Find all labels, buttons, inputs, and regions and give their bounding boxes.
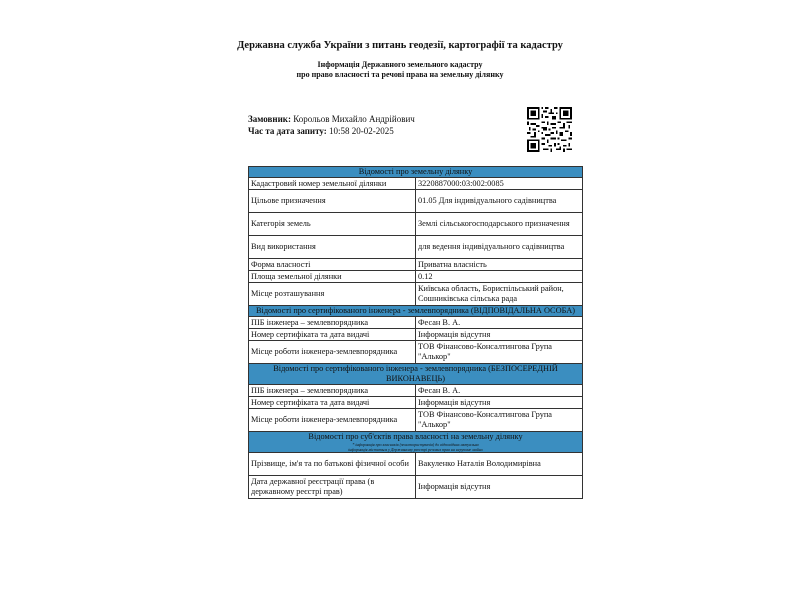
qr-code-icon [527, 107, 572, 152]
table-row [249, 271, 583, 283]
table-row [249, 213, 583, 236]
row-label: Кадастровий номер земельної ділянки [249, 178, 416, 190]
section-header-owners [249, 432, 583, 453]
section-header-engineer-responsible [249, 306, 583, 317]
table-row [249, 283, 583, 306]
section-title: Відомості про земельну ділянку [249, 167, 583, 178]
row-value: Фесан В. А. [416, 385, 583, 397]
customer-label: Замовник: [248, 114, 291, 124]
customer-line [248, 113, 415, 125]
row-value: Приватна власність [416, 259, 583, 271]
row-value: Фесан В. А. [416, 317, 583, 329]
row-label: Номер сертифіката та дата видачі [249, 397, 416, 409]
table-row [249, 236, 583, 259]
row-label: ПІБ інженера – землевпорядника [249, 317, 416, 329]
table-row [249, 329, 583, 341]
table-row [249, 317, 583, 329]
row-label: Місце роботи інженера-землевпорядника [249, 341, 416, 364]
table-row [249, 397, 583, 409]
customer-value: Корольов Михайло Андрійович [293, 114, 415, 124]
section-title: Відомості про сертифікованого інженера - землевпорядника (ВІДПОВІДАЛЬНА ОСОБА) [249, 306, 583, 317]
row-label: Прізвище, ім'я та по батькові фізичної особи [249, 453, 416, 476]
table-row [249, 190, 583, 213]
table-row [249, 453, 583, 476]
row-value: Інформація відсутня [416, 329, 583, 341]
row-label: Цільове призначення [249, 190, 416, 213]
row-value: Інформація відсутня [416, 397, 583, 409]
request-time-value: 10:58 20-02-2025 [329, 126, 394, 136]
row-value: 01.05 Для індивідуального садівництва [416, 190, 583, 213]
table-row [249, 476, 583, 499]
table-row [249, 259, 583, 271]
table-row [249, 178, 583, 190]
table-row [249, 385, 583, 397]
row-label: Дата державної реєстрації права (в державному реєстрі прав) [249, 476, 416, 499]
section-note-2: інформація міститься у Державному реєстрі речових прав на нерухоме майно [348, 447, 483, 452]
row-label: Форма власності [249, 259, 416, 271]
row-label: Номер сертифіката та дата видачі [249, 329, 416, 341]
row-label: Категорія земель [249, 213, 416, 236]
row-value: Вакуленко Наталія Володимирівна [416, 453, 583, 476]
document-subtitle [0, 60, 800, 80]
request-time-line [248, 125, 415, 137]
row-label: Місце роботи інженера-землевпорядника [249, 409, 416, 432]
row-label: Площа земельної ділянки [249, 271, 416, 283]
request-time-label: Час та дата запиту: [248, 126, 327, 136]
row-label: ПІБ інженера – землевпорядника [249, 385, 416, 397]
row-value: Київська область, Бориспільський район, Сошниківська сільська рада [416, 283, 583, 306]
row-value: 0.12 [416, 271, 583, 283]
section-title: Відомості про сертифікованого інженера - землевпорядника (БЕЗПОСЕРЕДНІЙ ВИКОНАВЕЦЬ) [249, 364, 583, 385]
section-owners-cell [249, 432, 583, 453]
section-note-1: * інформація про власників (землекористувачів) до відповідних актуальна [352, 442, 479, 447]
row-value: Землі сільськогосподарського призначення [416, 213, 583, 236]
row-value: 3220887000:03:002:0085 [416, 178, 583, 190]
section-title: Відомості про суб'єктів права власності на земельну ділянку [308, 432, 523, 441]
row-label: Вид використання [249, 236, 416, 259]
row-label: Місце розташування [249, 283, 416, 306]
row-value: ТОВ Фінансово-Консалтингова Група "Алькор" [416, 409, 583, 432]
table-row [249, 409, 583, 432]
row-value: Інформація відсутня [416, 476, 583, 499]
table-row [249, 341, 583, 364]
row-value: ТОВ Фінансово-Консалтингова Група "Алькор" [416, 341, 583, 364]
subtitle-line-2: про право власності та речові права на земельну ділянку [296, 70, 504, 79]
land-info-table [248, 166, 583, 499]
row-value: для ведення індивідуального садівництва [416, 236, 583, 259]
subtitle-line-1: Інформація Державного земельного кадастру [317, 60, 483, 69]
section-header-engineer-executor [249, 364, 583, 385]
request-info [248, 113, 415, 137]
section-header-land [249, 167, 583, 178]
document-title: Державна служба України з питань геодезії, картографії та кадастру [237, 40, 563, 51]
